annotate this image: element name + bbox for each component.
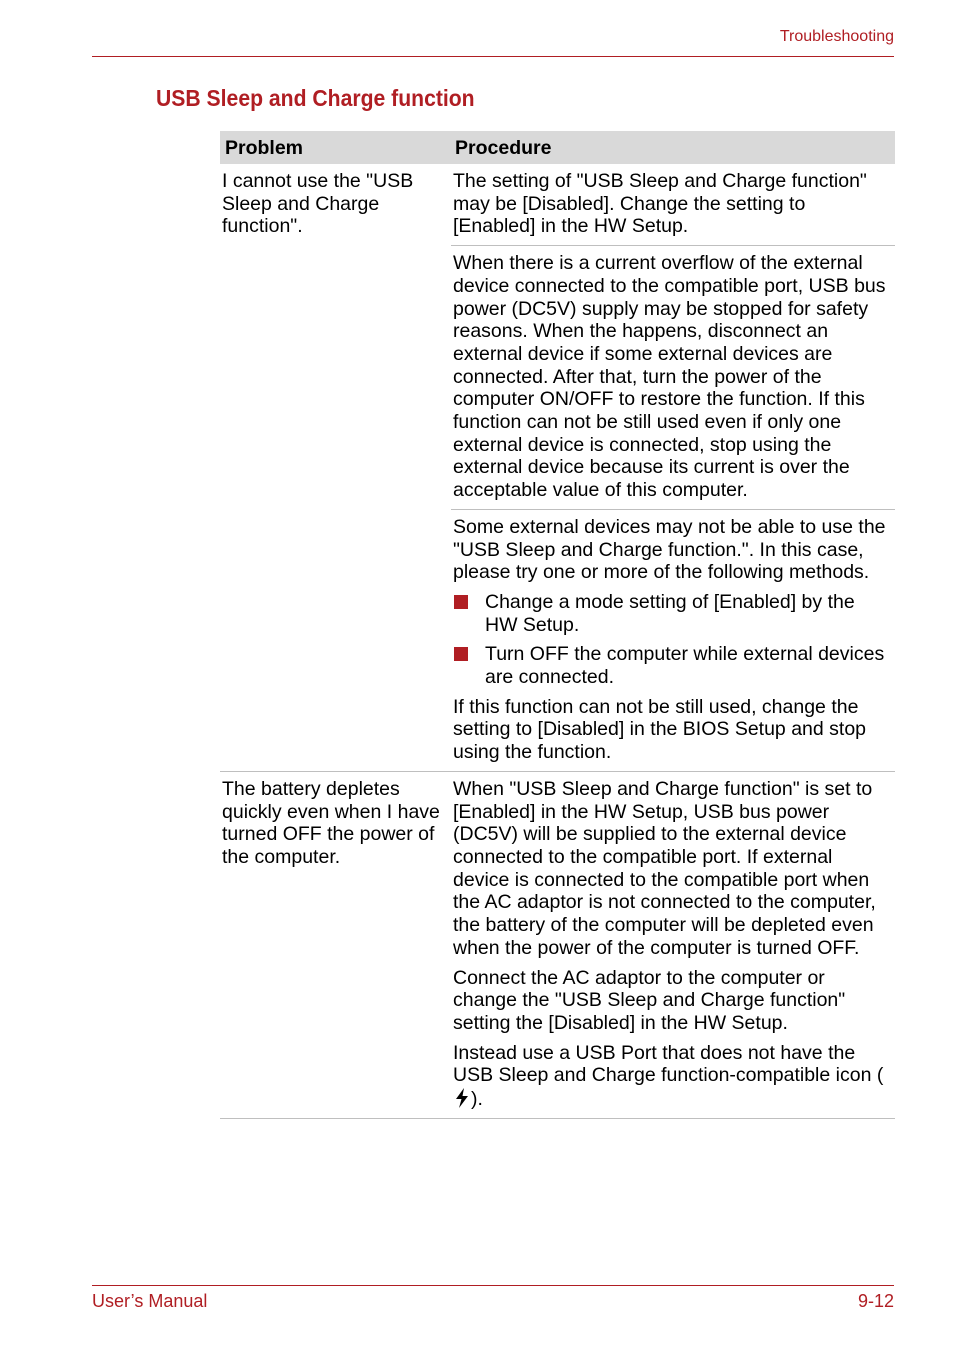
procedure-cell xyxy=(451,771,895,1118)
procedure-text-suffix: ). xyxy=(471,1088,483,1111)
footer-rule xyxy=(92,1285,894,1286)
square-bullet-icon xyxy=(454,595,468,609)
list-item-text: Change a mode setting of [Enabled] by the HW Setup. xyxy=(485,590,855,636)
square-bullet-icon xyxy=(454,647,468,661)
problem-text: I cannot use the "USB Sleep and Charge function". xyxy=(222,170,414,238)
usb-sleep-charge-icon xyxy=(453,1087,471,1109)
problem-cell xyxy=(220,164,451,771)
list-item xyxy=(453,643,891,688)
table-header-row xyxy=(220,131,895,164)
problem-cell xyxy=(220,771,451,1118)
page-number: 9-12 xyxy=(857,1291,894,1311)
troubleshooting-table xyxy=(220,131,895,1119)
procedure-text-prefix: Instead use a USB Port that does not have the USB Sleep and Charge function-compatible icon ( xyxy=(453,1041,884,1087)
procedure-text: Connect the AC adaptor to the computer or change the "USB Sleep and Charge function" setting the [Disabled] in the HW Setup. xyxy=(453,966,846,1034)
problem-text: The battery depletes quickly even when I have turned OFF the power of the computer. xyxy=(222,777,440,868)
column-header-problem: Problem xyxy=(220,131,451,164)
section-title: USB Sleep and Charge function xyxy=(156,85,475,111)
running-header: Troubleshooting xyxy=(779,28,894,45)
procedure-text: The setting of "USB Sleep and Charge function" may be [Disabled]. Change the setting to [Enabled] in the HW Setup. xyxy=(453,170,867,238)
list-item xyxy=(453,591,891,636)
procedure-text: When there is a current overflow of the external device connected to the compatible port, USB bus power (DC5V) supply may be stopped for safety reasons. When the happens, disconnect an external device if some external devices are connected. After that, turn the power of the computer ON/OFF to restore the function. If this function can not be still used even if only one external device is connected, stop using the external device because its current is over the acceptable value of this computer. xyxy=(453,252,886,502)
procedure-text: When "USB Sleep and Charge function" is set to [Enabled] in the HW Setup, USB bus power (DC5V) will be supplied to the external device connected to the compatible port. If external device is connected to the compatible port when the AC adaptor is not connected to the computer, the battery of the computer will be depleted even when the power of the computer is turned OFF. xyxy=(453,777,876,959)
table-row xyxy=(220,771,895,1118)
procedure-cell xyxy=(451,164,895,246)
method-list xyxy=(453,591,891,689)
procedure-cell xyxy=(451,509,895,771)
procedure-cell xyxy=(451,246,895,510)
header-rule xyxy=(92,56,894,57)
procedure-text: Some external devices may not be able to use the "USB Sleep and Charge function.". In this case, please try one or more of the following methods. xyxy=(453,515,886,584)
procedure-text-with-icon xyxy=(453,1042,891,1111)
column-header-procedure: Procedure xyxy=(451,131,895,164)
procedure-text: If this function can not be still used, change the setting to [Disabled] in the BIOS Setup and stop using the function. xyxy=(453,695,867,764)
table-row xyxy=(220,164,895,246)
list-item-text: Turn OFF the computer while external devices are connected. xyxy=(485,643,885,689)
footer-manual-title: User’s Manual xyxy=(92,1291,208,1311)
